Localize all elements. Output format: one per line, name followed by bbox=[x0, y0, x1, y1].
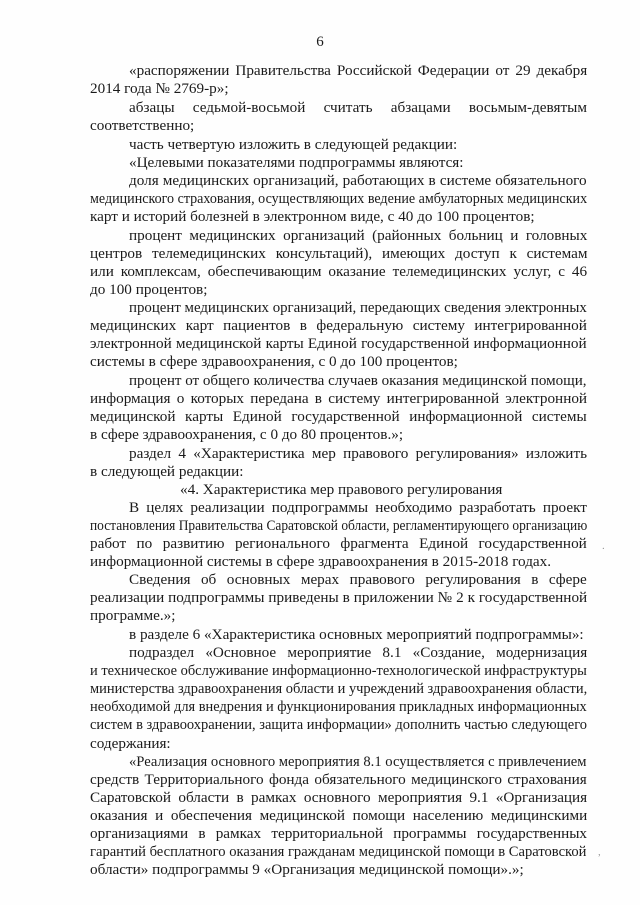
text-line: области» подпрограммы 9 «Организация медицинской помощи».»; bbox=[90, 861, 524, 878]
text-line: оказания и обеспечения медицинской помощи населению медицинскими bbox=[90, 807, 588, 824]
text-line: медицинских карт пациентов в федеральную систему интегрированной bbox=[90, 317, 587, 334]
text-line: центров телемедицинских консультаций), имеющих доступ к системам bbox=[90, 245, 588, 262]
page-number: 6 bbox=[316, 34, 324, 50]
text-line: в сфере здравоохранения, с 0 до 80 процентов.»; bbox=[90, 426, 404, 443]
text-line: или комплексам, обеспечивающим оказание телемедицинских услуг, с 46 bbox=[90, 263, 588, 280]
text-line: необходимой для внедрения и функционирования прикладных информационных bbox=[90, 698, 587, 715]
text-line: карт и историй болезней в электронном виде, с 40 до 100 процентов; bbox=[90, 208, 535, 225]
text-line: соответственно; bbox=[90, 117, 195, 134]
text-line: процент медицинских организаций (районных больниц и головных bbox=[129, 227, 588, 244]
text-line: в разделе 6 «Характеристика основных мероприятий подпрограммы»: bbox=[129, 626, 584, 643]
text-line: «Целевыми показателями подпрограммы являются: bbox=[129, 154, 464, 171]
text-line: «4. Характеристика мер правового регулирования bbox=[180, 481, 503, 498]
text-line: информация о которых передана в систему интегрированной электронной bbox=[90, 390, 588, 407]
text-word: абзацы bbox=[129, 99, 175, 116]
text-line: медицинского страхования, осуществляющих ведение амбулаторных медицинских bbox=[90, 190, 588, 207]
text-line: подраздел «Основное мероприятие 8.1 «Создание, модернизация bbox=[129, 644, 588, 661]
text-word: считать bbox=[323, 99, 373, 116]
scan-mark: , bbox=[598, 846, 601, 858]
text-line: медицинской карты Единой государственной информационной системы bbox=[90, 408, 587, 425]
text-line: Саратовской области в рамках основного мероприятия 9.1 «Организация bbox=[90, 789, 588, 806]
text-line: процент медицинских организаций, передающих сведения электронных bbox=[129, 299, 587, 316]
text-word: седьмой-восьмой bbox=[192, 99, 306, 116]
text-line: программе.»; bbox=[90, 607, 176, 624]
text-line: доля медицинских организаций, работающих в системе обязательного bbox=[129, 172, 587, 189]
text-line: процент от общего количества случаев оказания медицинской помощи, bbox=[129, 372, 587, 389]
text-line: раздел 4 «Характеристика мер правового регулирования» изложить bbox=[129, 445, 588, 462]
text-line: организациями в рамках территориальной программы государственных bbox=[90, 825, 588, 842]
text-line: содержания: bbox=[90, 735, 171, 752]
text-line: систем в здравоохранении, защита информации» дополнить частью следующего bbox=[90, 716, 588, 733]
text-line: 2014 года № 2769-р»; bbox=[90, 80, 229, 97]
text-line: «Реализация основного мероприятия 8.1 осуществляется с привлечением bbox=[129, 753, 587, 770]
text-line: информационной системы в сфере здравоохранения в 2015-2018 годах. bbox=[90, 553, 552, 570]
text-line: реализации подпрограммы приведены в приложении № 2 к государственной bbox=[90, 589, 588, 606]
text-word: восьмым-девятым bbox=[468, 99, 587, 116]
text-line: до 100 процентов; bbox=[90, 281, 208, 298]
text-line: системы в сфере здравоохранения, с 0 до 100 процентов; bbox=[90, 353, 458, 370]
text-line: работ по развитию регионального фрагмента Единой государственной bbox=[90, 535, 587, 552]
text-line: постановления Правительства Саратовской области, регламентирующего организацию bbox=[90, 517, 588, 534]
text-line: электронной медицинской карты Единой государственной информационной bbox=[90, 335, 587, 352]
text-line bbox=[129, 99, 587, 117]
text-line: гарантий бесплатного оказания гражданам медицинской помощи в Саратовской bbox=[90, 843, 587, 860]
text-line: Сведения об основных мерах правового регулирования в сфере bbox=[129, 571, 587, 588]
text-word: абзацами bbox=[390, 99, 451, 116]
text-line: министерства здравоохранения области и учреждений здравоохранения области, bbox=[90, 680, 588, 697]
text-line: средств Территориального фонда обязательного медицинского страхования bbox=[90, 771, 587, 788]
text-line: в следующей редакции: bbox=[90, 463, 244, 480]
text-line: часть четвертую изложить в следующей редакции: bbox=[129, 136, 458, 153]
scan-mark: . bbox=[602, 540, 605, 552]
text-line: В целях реализации подпрограммы необходимо разработать проект bbox=[129, 499, 587, 516]
text-line: и техническое обслуживание информационно-технологической инфраструктуры bbox=[90, 662, 587, 679]
text-line: «распоряжении Правительства Российской Федерации от 29 декабря bbox=[129, 62, 588, 79]
